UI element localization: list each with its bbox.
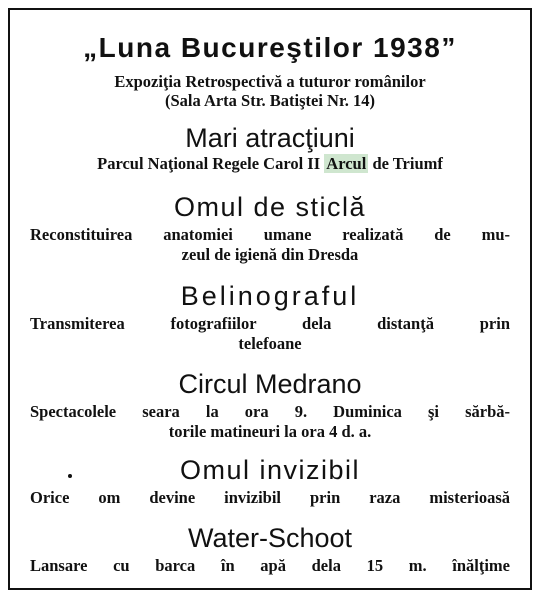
description-circul-medrano-line1: Spectacolele seara la ora 9. Duminica şi sărbă- <box>30 402 510 421</box>
description-omul-invizibil: Orice om devine invizibil prin raza misterioasă <box>30 488 510 507</box>
page-title: „Luna Bucureştilor 1938” <box>83 32 457 63</box>
description-mari-atractiuni <box>30 154 510 174</box>
description-belinograful-line1: Transmiterea fotografiilor dela distanţă prin <box>30 314 510 333</box>
heading-mari-atractiuni: Mari atracţiuni <box>185 123 355 153</box>
advertisement-frame <box>8 8 532 590</box>
heading-omul-de-sticla: Omul de sticlă <box>173 192 367 222</box>
venue: (Sala Arta Str. Batiştei Nr. 14) <box>164 91 376 110</box>
heading-belinograful: Belinograful <box>180 281 360 311</box>
heading-water-schoot: Water-Schoot <box>187 523 353 553</box>
description-text: de Triumf <box>372 154 443 173</box>
subtitle: Expoziţia Retrospectivă a tuturor românilor <box>114 72 426 91</box>
description-water-schoot: Lansare cu barca în apă dela 15 m. înălţime <box>30 556 510 575</box>
highlighted-word: Arcul <box>326 154 367 173</box>
description-omul-de-sticla-line1: Reconstituirea anatomiei umane realizată de mu- <box>30 225 510 244</box>
description-omul-de-sticla-line2: zeul de igienă din Dresda <box>181 245 359 264</box>
description-belinograful-line2: telefoane <box>238 334 302 353</box>
description-circul-medrano-line2: torile matineuri la ora 4 d. a. <box>168 422 372 441</box>
heading-omul-invizibil: Omul invizibil <box>179 455 361 485</box>
heading-circul-medrano: Circul Medrano <box>178 369 362 399</box>
description-text: Parcul Naţional Regele Carol II <box>97 154 321 173</box>
